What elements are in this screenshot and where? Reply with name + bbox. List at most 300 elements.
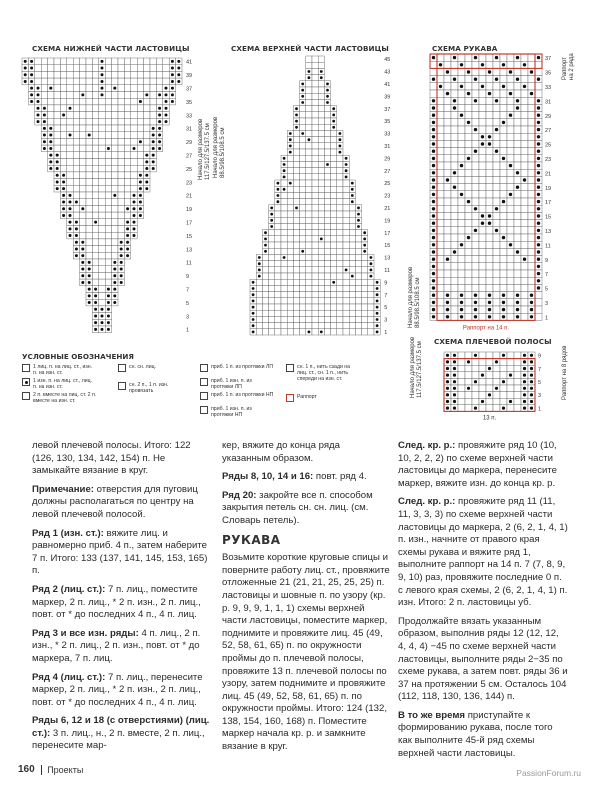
chart-cell — [528, 248, 535, 255]
chart-cell — [324, 323, 330, 329]
chart-cell — [507, 256, 514, 263]
chart-cell — [86, 179, 92, 186]
chart-cell — [287, 217, 293, 223]
row-number: 11 — [545, 243, 551, 250]
chart-cell — [451, 68, 458, 75]
chart-cell — [287, 261, 293, 267]
chart-cell — [343, 186, 349, 192]
chart-cell — [262, 254, 268, 260]
chart-cell — [144, 118, 150, 125]
chart-cell — [306, 285, 312, 291]
chart-cell — [73, 145, 79, 152]
chart-cell — [275, 323, 281, 329]
chart-purl-dot — [139, 207, 142, 210]
chart-cell — [437, 140, 444, 147]
chart-cell — [293, 304, 299, 310]
row-number: 23 — [545, 157, 552, 163]
row-number: 5 — [186, 300, 190, 307]
chart-cell — [105, 226, 111, 233]
chart-cell — [262, 323, 268, 329]
chart-purl-dot — [308, 138, 311, 141]
chart-cell — [528, 76, 535, 83]
chart-purl-dot — [107, 308, 110, 311]
chart-purl-dot — [126, 254, 129, 257]
chart-cell — [535, 90, 542, 97]
chart-purl-dot — [370, 275, 373, 278]
chart-purl-dot — [152, 140, 155, 143]
chart-purl-dot — [345, 176, 348, 179]
chart-purl-dot — [94, 294, 97, 297]
chart-cell — [507, 263, 514, 270]
chart-cell — [458, 205, 465, 212]
chart-purl-dot — [516, 308, 519, 311]
paragraph — [32, 628, 214, 666]
chart-purl-dot — [453, 393, 456, 396]
chart-cell — [493, 306, 500, 313]
chart-purl-dot — [481, 222, 484, 225]
chart-purl-dot — [439, 85, 442, 88]
chart-cell — [521, 169, 528, 176]
chart-cell — [514, 372, 521, 379]
chart-cell — [54, 105, 60, 112]
chart-cell — [331, 230, 337, 236]
chart-purl-dot — [152, 147, 155, 150]
chart-purl-dot — [308, 331, 311, 334]
chart-cell — [118, 232, 124, 239]
chart-cell — [493, 292, 500, 299]
chart-purl-dot — [432, 200, 435, 203]
chart-cell — [465, 162, 472, 169]
chart-cell — [318, 310, 324, 316]
chart-cell — [318, 323, 324, 329]
chart-cell — [112, 159, 118, 166]
chart-cell — [99, 272, 105, 279]
chart-cell — [451, 119, 458, 126]
chart-cell — [112, 232, 118, 239]
chart-cell — [67, 165, 73, 172]
chart-cell — [493, 256, 500, 263]
chart-cell — [67, 58, 73, 65]
chart-cell — [306, 124, 312, 130]
legend-text: приб. 1 п. из протяжки ЛП — [211, 364, 274, 370]
chart-cell — [500, 176, 507, 183]
row-number: 7 — [186, 287, 190, 294]
chart-cell — [306, 323, 312, 329]
chart-cell — [300, 192, 306, 198]
chart-cell — [507, 405, 514, 412]
chart-cell — [48, 65, 54, 72]
chart-cell — [86, 78, 92, 85]
row-number: 35 — [384, 119, 391, 126]
chart-cell — [528, 256, 535, 263]
chart-purl-dot — [474, 99, 477, 102]
chart-purl-dot — [537, 150, 540, 153]
chart-purl-dot — [107, 328, 110, 331]
chart-cell — [331, 168, 337, 174]
chart-purl-dot — [120, 261, 123, 264]
chart-purl-dot — [43, 127, 46, 130]
chart-purl-dot — [481, 400, 484, 403]
chart-cell — [437, 155, 444, 162]
chart-cell — [112, 152, 118, 159]
chart-cell — [92, 266, 98, 273]
chart-cell — [137, 145, 143, 152]
legend-symbol-icon — [200, 364, 208, 372]
chart-cell — [80, 185, 86, 192]
chart-cell — [437, 169, 444, 176]
chart-cell — [355, 292, 361, 298]
chart-cell — [124, 138, 130, 145]
chart-cell — [144, 125, 150, 132]
chart-cell — [306, 199, 312, 205]
chart-cell — [349, 261, 355, 267]
chart-cell — [300, 149, 306, 155]
chart-cell — [324, 180, 330, 186]
chart-cell — [281, 298, 287, 304]
chart-cell — [269, 285, 275, 291]
chart-cell — [521, 234, 528, 241]
chart-cell — [137, 85, 143, 92]
chart-cell — [300, 279, 306, 285]
chart-cell — [86, 118, 92, 125]
chart-cell — [458, 234, 465, 241]
chart-cell — [437, 191, 444, 198]
chart-cell — [105, 71, 111, 78]
chart-purl-dot — [502, 308, 505, 311]
chart-cell — [312, 68, 318, 74]
chart-cell — [331, 199, 337, 205]
chart-cell — [458, 176, 465, 183]
chart-cell — [507, 54, 514, 61]
legend-text: 1 изн. п. на лиц. ст., лиц. п. на изн. ст. — [33, 378, 93, 390]
chart-purl-dot — [530, 92, 533, 95]
chart-cell — [324, 236, 330, 242]
chart-cell — [67, 98, 73, 105]
chart-cell — [493, 405, 500, 412]
chart-cell — [507, 313, 514, 320]
chart-cell — [105, 132, 111, 139]
chart-cell — [118, 145, 124, 152]
chart-purl-dot — [107, 301, 110, 304]
chart-cell — [472, 140, 479, 147]
chart-cell — [312, 316, 318, 322]
chart-cell — [479, 162, 486, 169]
chart-cell — [507, 61, 514, 68]
chart-cell — [514, 119, 521, 126]
chart-cell — [507, 306, 514, 313]
chart-cell — [430, 83, 437, 90]
paragraph-heading: Ряды 8, 10, 14 и 16: — [222, 471, 314, 483]
chart-purl-dot — [537, 272, 540, 275]
chart-purl-dot — [345, 163, 348, 166]
sleeve-side-label: Начало для размеров 88.5/98.5/108.5 см — [408, 266, 421, 328]
chart-cell — [92, 78, 98, 85]
chart-purl-dot — [62, 201, 65, 204]
chart-cell — [486, 198, 493, 205]
chart-cell — [444, 97, 451, 104]
chart-cell — [324, 267, 330, 273]
chart-cell — [99, 98, 105, 105]
chart-cell — [256, 279, 262, 285]
chart-purl-dot — [523, 85, 526, 88]
chart-purl-dot — [326, 163, 329, 166]
chart-cell — [312, 304, 318, 310]
legend-title: УСЛОВНЫЕ ОБОЗНАЧЕНИЯ — [22, 352, 134, 361]
chart-cell — [48, 58, 54, 65]
chart-purl-dot — [516, 78, 519, 81]
chart-cell — [514, 270, 521, 277]
chart-cell — [514, 155, 521, 162]
chart-purl-dot — [516, 56, 519, 59]
chart-cell — [528, 54, 535, 61]
chart-cell — [458, 68, 465, 75]
chart-purl-dot — [432, 114, 435, 117]
chart-cell — [521, 76, 528, 83]
chart-cell — [465, 405, 472, 412]
chart-purl-dot — [537, 135, 540, 138]
legend-text: сн. 2 п., 1 п. изн. провязать — [129, 382, 169, 394]
chart-cell — [331, 242, 337, 248]
chart-cell — [437, 234, 444, 241]
chart-cell — [281, 273, 287, 279]
chart-cell — [331, 248, 337, 254]
chart-purl-dot — [488, 70, 491, 73]
chart-cell — [80, 145, 86, 152]
chart-purl-dot — [530, 354, 533, 357]
chart-cell — [337, 298, 343, 304]
chart-cell — [472, 241, 479, 248]
chart-cell — [150, 85, 156, 92]
chart-purl-dot — [467, 200, 470, 203]
chart-purl-dot — [432, 315, 435, 318]
chart-cell — [73, 112, 79, 119]
chart-cell — [281, 261, 287, 267]
chart-purl-dot — [488, 142, 491, 145]
chart-purl-dot — [537, 214, 540, 217]
chart-cell — [507, 184, 514, 191]
chart-purl-dot — [351, 275, 354, 278]
chart-cell — [437, 212, 444, 219]
chart-purl-dot — [326, 101, 329, 104]
row-number: 17 — [186, 220, 193, 227]
chart-cell — [500, 248, 507, 255]
chart-purl-dot — [152, 154, 155, 157]
chart-purl-dot — [537, 114, 540, 117]
chart-cell — [131, 65, 137, 72]
chart-cell — [324, 279, 330, 285]
chart-cell — [118, 125, 124, 132]
chart-cell — [479, 119, 486, 126]
chart-cell — [92, 212, 98, 219]
chart-purl-dot — [113, 301, 116, 304]
chart-cell — [458, 155, 465, 162]
chart-cell — [300, 186, 306, 192]
chart-cell — [86, 239, 92, 246]
chart-purl-dot — [101, 73, 104, 76]
chart-purl-dot — [283, 163, 286, 166]
chart-purl-dot — [107, 321, 110, 324]
chart-cell — [349, 323, 355, 329]
chart-cell — [124, 159, 130, 166]
chart-cell — [281, 192, 287, 198]
chart-purl-dot — [523, 178, 526, 181]
row-number: 9 — [538, 353, 542, 360]
chart-purl-dot — [94, 221, 97, 224]
chart-cell — [479, 90, 486, 97]
chart-cell — [60, 92, 66, 99]
chart-cell — [465, 176, 472, 183]
chart-cell — [458, 352, 465, 359]
chart-purl-dot — [432, 164, 435, 167]
chart-cell — [486, 277, 493, 284]
chart-purl-dot — [495, 387, 498, 390]
chart-purl-dot — [537, 258, 540, 261]
chart-cell — [458, 359, 465, 366]
chart-cell — [312, 205, 318, 211]
paragraph — [398, 496, 568, 609]
paragraph — [398, 710, 568, 760]
chart-cell — [486, 405, 493, 412]
chart-purl-dot — [81, 281, 84, 284]
legend-symbol-icon — [286, 394, 294, 402]
chart-cell — [486, 162, 493, 169]
row-number: 7 — [538, 366, 542, 373]
row-number: 39 — [186, 73, 193, 80]
chart-cell — [48, 78, 54, 85]
chart-purl-dot — [158, 140, 161, 143]
chart-purl-dot — [49, 167, 52, 170]
chart-cell — [472, 68, 479, 75]
chart-cell — [521, 126, 528, 133]
chart-cell — [337, 292, 343, 298]
chart-cell — [80, 226, 86, 233]
chart-cell — [458, 277, 465, 284]
chart-cell — [60, 58, 66, 65]
chart-cell — [73, 212, 79, 219]
chart-purl-dot — [158, 127, 161, 130]
chart-cell — [86, 125, 92, 132]
chart-purl-dot — [432, 301, 435, 304]
chart-cell — [281, 217, 287, 223]
chart-cell — [458, 227, 465, 234]
chart-cell — [112, 172, 118, 179]
chart-purl-dot — [376, 281, 379, 284]
row-number: 11 — [384, 268, 390, 274]
row-number: 25 — [186, 166, 193, 173]
chart-cell — [105, 65, 111, 72]
chart-cell — [337, 223, 343, 229]
chart-purl-dot — [509, 70, 512, 73]
chart-cell — [312, 199, 318, 205]
chart-cell — [118, 185, 124, 192]
chart-cell — [500, 133, 507, 140]
chart-cell — [137, 165, 143, 172]
row-number: 31 — [545, 99, 552, 106]
chart-cell — [507, 292, 514, 299]
chart-cell — [275, 292, 281, 298]
chart-purl-dot — [252, 281, 255, 284]
chart-cell — [430, 68, 437, 75]
chart-cell — [287, 168, 293, 174]
chart-purl-dot — [345, 269, 348, 272]
chart-cell — [514, 61, 521, 68]
chart-cell — [281, 329, 287, 335]
chart-cell — [451, 292, 458, 299]
chart-cell — [521, 148, 528, 155]
row-number: 13 — [384, 255, 391, 262]
chart-cell — [437, 184, 444, 191]
chart-purl-dot — [537, 128, 540, 131]
chart-purl-dot — [474, 229, 477, 232]
row-number: 9 — [545, 257, 549, 264]
chart-purl-dot — [460, 193, 463, 196]
chart-cell — [472, 198, 479, 205]
chart-cell — [92, 192, 98, 199]
chart-cell — [465, 169, 472, 176]
chart-cell — [507, 352, 514, 359]
chart-cell — [92, 259, 98, 266]
legend-item — [200, 406, 275, 418]
chart-cell — [318, 174, 324, 180]
chart-cell — [300, 310, 306, 316]
chart-cell — [472, 176, 479, 183]
chart-purl-dot — [120, 268, 123, 271]
chart-cell — [287, 205, 293, 211]
chart-purl-dot — [101, 308, 104, 311]
chart-cell — [479, 112, 486, 119]
chart-cell — [306, 168, 312, 174]
chart-purl-dot — [62, 207, 65, 210]
chart-purl-dot — [252, 331, 255, 334]
chart-cell — [521, 162, 528, 169]
chart-cell — [293, 199, 299, 205]
chart-purl-dot — [113, 288, 116, 291]
chart-cell — [362, 329, 368, 335]
chart-cell — [465, 372, 472, 379]
chart-cell — [99, 185, 105, 192]
chart-purl-dot — [88, 294, 91, 297]
chart-cell — [99, 226, 105, 233]
chart-cell — [479, 352, 486, 359]
chart-purl-dot — [30, 67, 33, 70]
chart-cell — [437, 306, 444, 313]
chart-cell — [275, 279, 281, 285]
chart-cell — [35, 58, 41, 65]
chart-purl-dot — [495, 360, 498, 363]
chart-cell — [92, 279, 98, 286]
paragraph-text: провяжите ряд 11 (11, 11, 3, 3, 3) по схеме верхней части ластовицы до маркера, 2 (6, 2, 1, 4, 1) п. изн., начните от правого края схемы рукава и вяжите ряд 1, выполните раппорт на 14 п. 7 (7, 8, 9, 9, 10) раз, провяжите последние 0 п. с левого края схемы, 2 (6, 2, 1, 4, 1) п. изн. Итого: 2 п. ластовицы уб. — [398, 496, 568, 609]
legend-item — [200, 378, 275, 390]
chart-cell — [451, 306, 458, 313]
chart-cell — [86, 246, 92, 253]
chart-purl-dot — [481, 374, 484, 377]
chart-cell — [521, 220, 528, 227]
chart-purl-dot — [62, 194, 65, 197]
chart-purl-dot — [495, 150, 498, 153]
paragraph-text: 4 п. лиц., 2 п. изн., * 2 п. лиц., 2 п. изн., повт. от * до маркера, 7 п. лиц. — [32, 627, 201, 664]
chart-purl-dot — [530, 407, 533, 410]
chart-purl-dot — [101, 321, 104, 324]
paragraph-text: приступайте к формированию рукава, после того как выполните 45-й ряд схемы верхней части ластовицы. — [398, 709, 553, 759]
chart-purl-dot — [69, 134, 72, 137]
chart-cell — [118, 92, 124, 99]
chart-purl-dot — [49, 147, 52, 150]
chart-cell — [514, 392, 521, 399]
chart-cell — [287, 310, 293, 316]
row-number: 3 — [186, 314, 190, 321]
chart-cell — [118, 118, 124, 125]
chart-cell — [362, 267, 368, 273]
